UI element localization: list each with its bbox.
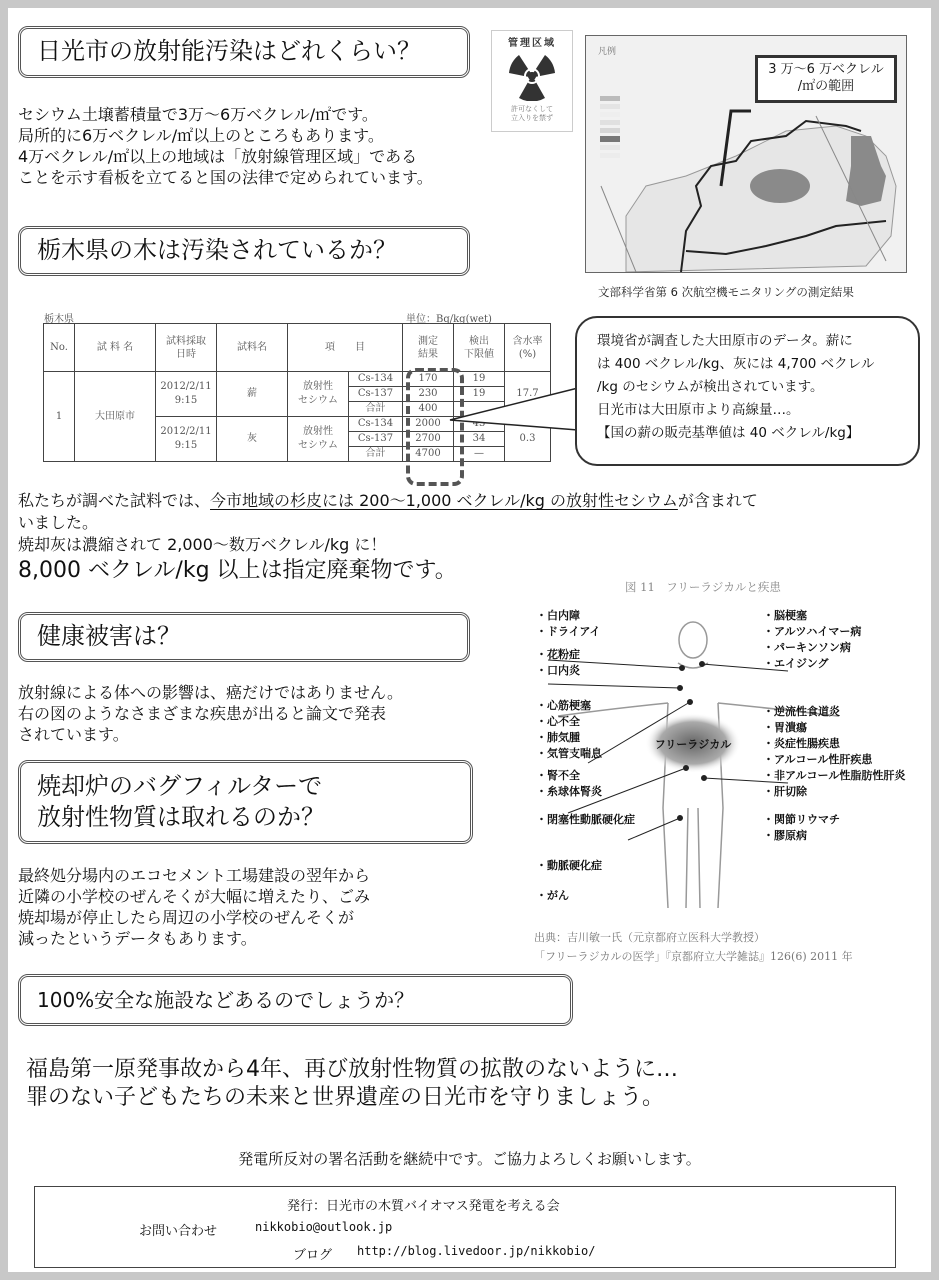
footer-blog-label: ブログ (293, 1248, 333, 1263)
disease-label: ・逆流性食道炎 (763, 705, 840, 718)
figure-title: 図 11 フリーラジカルと疾患 (625, 580, 781, 594)
text-line: 焼却場が停止したら周辺の小学校のぜんそくが (18, 908, 355, 927)
cell-limit: — (454, 447, 505, 462)
disease-group-leg (536, 812, 635, 828)
flyer-page (8, 8, 931, 1272)
findings-line-4: 8,000 ベクレル/kg 以上は指定廃棄物です。 (18, 558, 457, 583)
heading-filter (37, 771, 325, 833)
cell-result: 4700 (403, 447, 454, 462)
cell-limit: 19 (454, 387, 505, 402)
cell-result: 170 (403, 372, 454, 387)
disease-label: ・ドライアイ (536, 625, 601, 638)
cell-result: 2000 (403, 417, 454, 432)
map-callout (755, 55, 897, 103)
bubble-pointer (448, 378, 588, 438)
table-header-row (44, 324, 551, 372)
text-line: 近隣の小学校のぜんそくが大幅に増えたり、ごみ (18, 887, 371, 906)
disease-group-digestive (763, 704, 905, 800)
closing-line-1: 福島第一原発事故から4年、再び放射性物質の拡散のないように… (26, 1057, 678, 1082)
footer-contact-label: お問い合わせ (139, 1224, 218, 1239)
footer-box (34, 1186, 896, 1268)
map-caption: 文部科学省第 6 次航空機モニタリングの測定結果 (598, 285, 854, 299)
heading-contamination: 日光市の放射能汚染はどれくらい？ (37, 37, 421, 66)
cell-datetime: 2012/2/11 9:15 (156, 417, 217, 462)
disease-group-mouth (536, 647, 580, 679)
cell-limit: 34 (454, 432, 505, 447)
disease-label: ・心不全 (536, 715, 580, 728)
disease-label: ・がん (536, 889, 569, 902)
disease-label: ・パーキンソン病 (763, 641, 851, 654)
disease-group-joint (763, 812, 840, 844)
disease-label: ・心筋梗塞 (536, 699, 591, 712)
disease-label: ・炎症性腸疾患 (763, 737, 840, 750)
disease-label: ・肺気腫 (536, 731, 580, 744)
bubble-line: 日光市は大田原市より高線量…。 (597, 402, 800, 418)
th-result: 測定 結果 (403, 324, 454, 372)
cell-isotope: Cs-134 (349, 372, 403, 387)
disease-label: ・糸球体腎炎 (536, 785, 602, 798)
disease-label: ・気管支喘息 (536, 747, 602, 760)
cell-isotope: 合計 (349, 447, 403, 462)
disease-label: ・関節リウマチ (763, 813, 840, 826)
disease-group-eye (536, 608, 600, 640)
disease-label: ・膠原病 (763, 829, 807, 842)
bubble-line: 【国の薪の販売基準値は 40 ベクレル/kg】 (597, 425, 860, 441)
cell-sample: 薪 (217, 372, 288, 417)
disease-label: ・口内炎 (536, 664, 580, 677)
text-line: 最終処分場内のエコセメント工場建設の翌年から (18, 866, 371, 885)
findings-post: が含まれて (677, 491, 758, 510)
table-prefecture: 栃木県 (44, 314, 74, 325)
text-line: 4万ベクレル/㎡以上の地域は「放射線管理区域」である (18, 147, 418, 166)
cell-isotope: Cs-134 (349, 417, 403, 432)
cell-moisture: 0.3 (505, 417, 551, 462)
disease-group-brain (763, 608, 861, 672)
disease-label: ・胃潰瘍 (763, 721, 807, 734)
cell-result: 400 (403, 402, 454, 417)
cell-isotope: 合計 (349, 402, 403, 417)
text-line: されています。 (18, 725, 129, 744)
contamination-text (18, 104, 433, 188)
radiation-trefoil-icon (507, 49, 557, 101)
footer-email-link[interactable]: nikkobio@outlook.jp (255, 1220, 393, 1234)
heading-filter-line: 放射性物質は取れるのか？ (37, 803, 325, 831)
th-sample-name: 試 料 名 (75, 324, 156, 372)
heading-box-filter (18, 760, 473, 844)
text-line: 減ったというデータもあります。 (18, 929, 257, 948)
text-line: セシウム土壌蓄積量で3万～6万ベクレル/㎡です。 (18, 105, 378, 124)
cell-isotope: Cs-137 (349, 432, 403, 447)
cell-limit: 19 (454, 372, 505, 387)
disease-group-chest (536, 698, 602, 762)
cell-isotope: Cs-137 (349, 387, 403, 402)
signature-campaign: 発電所反対の署名活動を継続中です。ご協力よろしくお願いします。 (238, 1150, 701, 1168)
bubble-line: は 400 ベクレル/kg、灰には 4,700 ベクレル (597, 356, 875, 372)
table-unit: 単位：Bq/kg(wet) (406, 314, 492, 325)
radiation-control-sign (491, 30, 573, 132)
footer-blog-link[interactable]: http://blog.livedoor.jp/nikkobio/ (357, 1244, 596, 1258)
speech-bubble (575, 316, 920, 466)
sign-title: 管理区域 (508, 38, 556, 49)
text-line: ことを示す看板を立てると国の法律で定められています。 (18, 168, 433, 187)
figure-source-line-1: 出典：吉川敏一氏（元京都府立医科大学教授） (534, 931, 765, 944)
cell-location: 大田原市 (75, 372, 156, 462)
footer-publisher: 発行：日光市の木質バイオマス発電を考える会 (287, 1199, 560, 1214)
figure-source-line-2: 「フリーラジカルの医学」『京都府立大学雑誌』126(6) 2011 年 (534, 950, 853, 963)
heading-safety: 100%安全な施設などあるのでしょうか？ (37, 988, 415, 1012)
cell-result: 230 (403, 387, 454, 402)
heading-filter-line: 焼却炉のバグフィルターで (37, 771, 323, 800)
cell-sample: 灰 (217, 417, 288, 462)
disease-group-cancer (536, 888, 569, 904)
disease-label: ・腎不全 (536, 769, 580, 782)
figure-source (534, 928, 853, 966)
health-text (18, 682, 403, 745)
findings-underlined: 今市地域の杉皮には 200～1,000 ベクレル/kg の放射性セシウム (210, 491, 678, 510)
findings-line-2: いました。 (18, 513, 99, 532)
text-line: 右の図のようなさまざまな疾患が出ると論文で発表 (18, 704, 387, 723)
th-item: 項 目 (288, 324, 403, 372)
cell-result: 2700 (403, 432, 454, 447)
disease-label: ・非アルコール性脂肪性肝炎 (763, 769, 906, 782)
th-moisture: 含水率 (%) (505, 324, 551, 372)
disease-label: ・閉塞性動脈硬化症 (536, 813, 635, 826)
sign-line-1: 許可なくして (511, 105, 553, 113)
sign-line-2: 立入りを禁ず (511, 114, 553, 122)
bubble-line: /kg のセシウムが検出されています。 (597, 379, 824, 395)
text-line: 放射線による体への影響は、癌だけではありません。 (18, 683, 403, 702)
disease-label: ・アルコール性肝疾患 (763, 753, 873, 766)
cell-limit: 43 (454, 417, 505, 432)
closing-line-2: 罪のない子どもたちの未来と世界遺産の日光市を守りましょう。 (26, 1085, 665, 1110)
disease-group-arterial (536, 858, 602, 874)
th-limit: 検出 下限値 (454, 324, 505, 372)
findings-line-3: 焼却灰は濃縮されて 2,000～数万ベクレル/kg に！ (18, 535, 387, 554)
findings-line-1 (18, 490, 758, 512)
disease-label: ・白内障 (536, 609, 580, 622)
map-callout-line-2: /㎡の範囲 (797, 79, 855, 94)
map-callout-line-1: 3 万～6 万ベクレル (768, 62, 884, 77)
heading-trees: 栃木県の木は汚染されているか？ (37, 236, 397, 265)
free-radical-label: フリーラジカル (654, 738, 732, 751)
cell-item: 放射性 セシウム (288, 372, 349, 417)
bubble-line: 環境省が調査した大田原市のデータ。薪に (597, 333, 853, 349)
closing-message (26, 1056, 678, 1112)
disease-group-kidney (536, 768, 602, 800)
disease-label: ・花粉症 (536, 648, 580, 661)
heading-box-contamination (18, 26, 470, 78)
cell-datetime: 2012/2/11 9:15 (156, 372, 217, 417)
disease-label: ・脳梗塞 (763, 609, 807, 622)
heading-box-health (18, 612, 470, 662)
th-sample: 試料名 (217, 324, 288, 372)
th-datetime: 試料採取 日時 (156, 324, 217, 372)
disease-label: ・エイジング (763, 657, 829, 670)
disease-label: ・アルツハイマー病 (763, 625, 862, 638)
heading-health: 健康被害は？ (37, 622, 181, 651)
heading-box-trees (18, 226, 470, 276)
cell-item: 放射性 セシウム (288, 417, 349, 462)
text-line: 局所的に6万ベクレル/㎡以上のところもあります。 (18, 126, 384, 145)
map-legend-title: 凡例 (598, 47, 617, 57)
findings-pre: 私たちが調べた試料では、 (18, 491, 211, 510)
disease-label: ・動脈硬化症 (536, 859, 602, 872)
findings-text (18, 490, 758, 586)
filter-text (18, 865, 370, 949)
cell-moisture: 17.7 (505, 372, 551, 417)
th-no: No. (44, 324, 75, 372)
heading-box-safety (18, 974, 573, 1026)
cell-no: 1 (44, 372, 75, 462)
disease-label: ・肝切除 (763, 785, 807, 798)
